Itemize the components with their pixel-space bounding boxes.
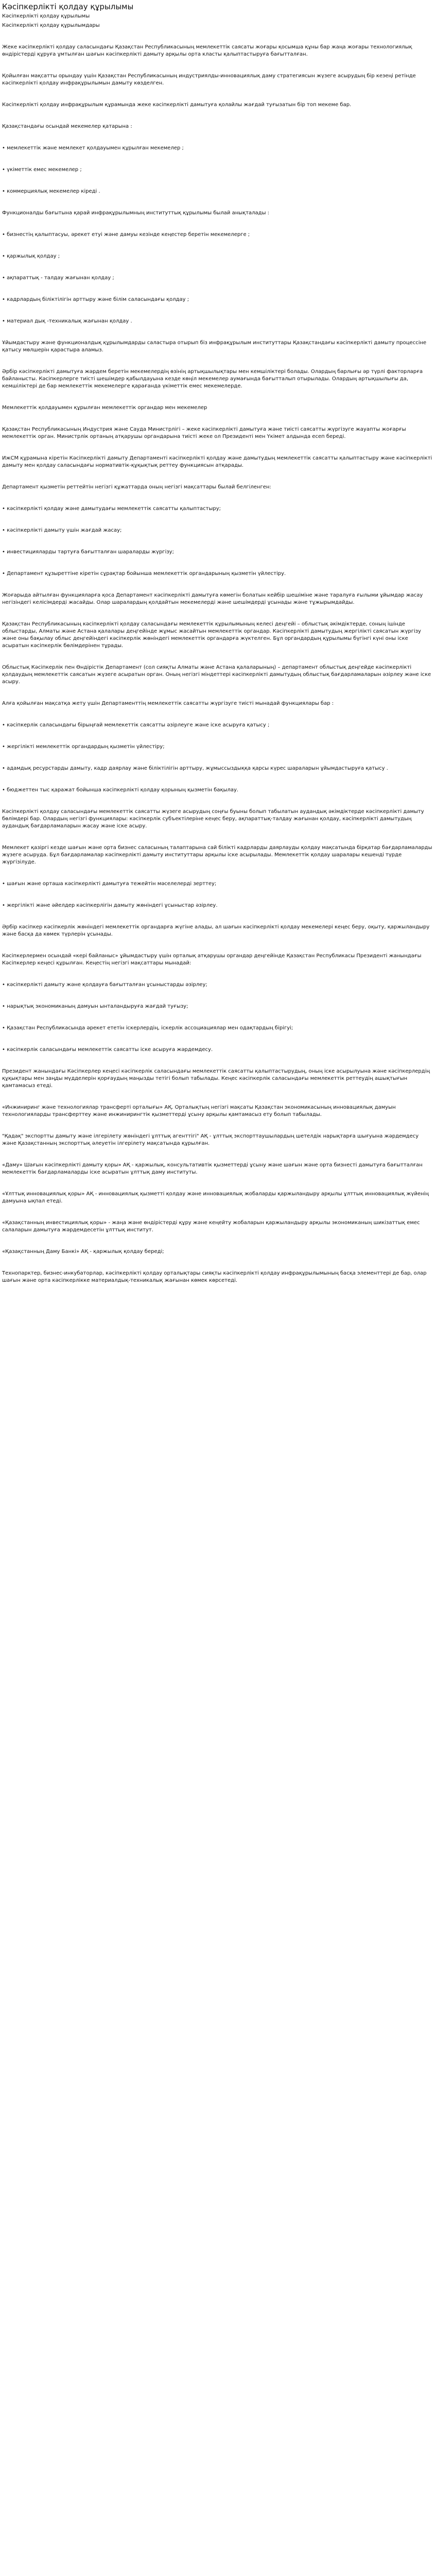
paragraph: • бюджеттен тыс қаражат бойынша кәсіпкерлікті қолдау қорының қызметін бақылау. [2,787,239,793]
paragraph: Президент жанындағы Кәсіпкерлер кеңесі кәсіпкерлік саласындағы мемлекеттік саясатты қалыптастырудың, оның іске асырылуына және кәсіпкерлердің құқықтары мен заңды мүдделерін қорғаудың маңызды тетігі болып табылады. Кеңес кәсіпкерлік саласындағы мемлекеттік реттеудің ашықтығын қамтамасыз етеді. [2,1069,430,1089]
paragraph: Облыстық Кәсіпкерлік пен Өндірістік Департамент (сол сияқты Алматы және Астана қалаларының) – департамент облыстық деңгейде кәсіпкерлікті қолдаудың мемлекеттік саясатын жүзеге асыратын орган. Оның негізгі міндеттері кәсіпкерлікті дамытудың облыстық бағдарламаларын әзірлеу және іске асыру. [2,665,431,685]
paragraph: "Қадақ" экспортты дамыту және ілгерілету жөніндегі ұлттық агенттігі" АҚ - ұлттық экспорттаушылардың шетелдік нарықтарға шығуына жәрдемдесу және Қазақстанның экспорттық әлеуетін ілгерілету мақсатында құрылған. [2,1133,419,1146]
paragraph: Кәсіпкерлікті қолдау құрылымдары [2,23,100,28]
paragraph: Мемлекеттік қолдауымен құрылған мемлекеттік органдар мен мекемелер [2,405,207,411]
paragraph: Мемлекет қазіргі кезде шағын және орта бизнес саласының талаптарына сай білікті кадрларды даярлауды қолдау мақсатында бірқатар бағдарламаларды жүзеге асыруда. Бұл бағдарламалар кәсіпкерлікті дамыту институттары арқылы іске асырылады. Мемлекеттік қолдау шаралары кешенді түрде жүргізілуде. [2,845,432,865]
paragraph: • материал дық -техникалық жағынан қолдау . [2,318,132,324]
paragraph: Алға қойылған мақсатқа жету үшін Департаменттің мемлекеттік саясатты жүргізуге тиісті мынадай функциялары бар : [2,701,334,706]
paragraph: • Қазақстан Республикасында әрекет ететін іскерлердің, іскерлік ассоциациялар мен одақтардың бірігуі; [2,1025,293,1031]
paragraph: • Департамент құзыреттіне кіретін сұрақтар бойынша мемлекеттік органдарының қызметін үйлестіру. [2,571,286,577]
paragraph: • нарықтық экономиканың дамуын ынталандыруға жағдай туғызу; [2,1004,188,1009]
paragraph: Жеке кәсіпкерлікті қолдау саласындағы Қазақстан Республикасының мемлекеттік саясаты жоғары қосымша құны бар жаңа жоғары технологиялық өндірістерді құруға ұмтылған шағын кәсіпкерлікті дамыту арқылы орта класты қалыптастыруға бағытталған. [2,44,412,57]
paragraph: «Инжиниринг және технологиялар трансферті орталығы» АҚ. Орталықтың негізгі мақсаты Қазақстан экономикасының инновациялық дамуын технологияларды трансферттеу және инжинирингтік қызметтерді ұсыну арқылы қамтамасыз ету болып табылады. [2,1105,396,1117]
page-subtitle: Кәсіпкерлікті қолдау құрылымы [2,13,90,19]
paragraph: Кәсіпкерлікті қолдау саласындағы мемлекеттік саясатты жүзеге асырудың соңғы буыны болып табылатын аудандық әкімдіктерде кәсіпкерлікті дамыту бөлімдері бар. Олардың негізгі функциялары: кәсіпкерлік субъектілеріне кеңес беру, ақпараттық-талдау жағынан қолдау, кәсіпкерлікті дамытудың аудандық бағдарламаларын жасау және іске асыру. [2,809,424,829]
document-body [2,22,434,1284]
paragraph: • қаржылық қолдау ; [2,253,60,259]
paragraph: • жергілікті мемлекеттік органдардың қызметін үйлестіру; [2,744,165,750]
paragraph: • инвестицияларды тартуға бағытталған шараларды жүргізу; [2,549,174,555]
paragraph: • адамдық ресурстарды дамыту, кадр даярлау және біліктілігін арттыру, жұмыссыздыққа қарсы күрес шараларын ұйымдастыруға қатысу . [2,766,388,771]
paragraph: Қазақстандағы осындай мекемелер қатарына : [2,124,132,129]
paragraph: ИжСМ құрамына кіретін Кәсіпкерлікті дамыту Департаменті кәсіпкерлікті қолдау және дамытудың мемлекеттік саясатты қалыптастыру және кәсіпкерлікті дамыту мен қолдау саласындағы нормативтік-құқықтық реттеу функциясын атқарады. [2,455,432,468]
paragraph: • кәсіпкерлік саласындағы мемлекеттік саясатты іске асыруға жәрдемдесу. [2,1047,213,1053]
paragraph: • үкіметтік емес мекемелер ; [2,167,82,173]
page-title: Кәсіпкерлікті қолдау құрылымы [2,2,134,11]
document-page [0,0,436,1284]
paragraph: • кәсіпкерлікті қолдау және дамытудағы мемлекеттік саясатты қалыптастыру; [2,506,221,512]
paragraph: • кәсіпкерлікті дамыту үшін жағдай жасау; [2,528,122,533]
paragraph: Ұйымдастыру және функционалдық құрылымдарды саластыра отырып біз инфрақұрылым институттары Қазақстандағы кәсіпкерлікті дамыту процессіне қатысу мөлшерін қарастыра аламыз. [2,340,427,353]
paragraph: • шағын және орташа кәсіпкерлікті дамытуға тежейтін мәселелерді зерттеу; [2,881,217,887]
paragraph: Функционалды бағытына қарай инфрақұрылымның институттық құрылымы былай анықталады : [2,210,270,216]
paragraph: Қазақстан Республикасының Индустрия және Сауда Министрлігі – жеке кәсіпкерлікті дамытуға және тиісті саясатты жүргізуге жауапты жоғарғы мемлекеттік орган. Министрлік ортаның атқарушы органдарына тиісті жеке ол Президенті мен Үкімет алдында есеп береді. [2,427,406,439]
paragraph: Әрбір кәсіпкер кәсіпкерлік жөніндегі мемлекеттік органдарға жүгіне алады, ал шағын кәсіпкерлікті қолдау мекемелері кеңес беру, оқыту, қаржыландыру және басқа да көмек түрлерін ұсынады. [2,924,430,937]
paragraph: • кәсіпкерлікті дамыту және қолдауға бағытталған ұсыныстарды әзірлеу; [2,982,207,988]
paragraph: • бизнестің қалыптасуы, әрекет етуі және дамуы кезінде кеңестер беретін мекемелерге ; [2,232,250,238]
paragraph: «Даму» Шағын кәсіпкерлікті дамыту қоры» АҚ - қаржылық, консультативтік қызметтерді ұсыну және шағын және орта бизнесті дамытуға бағытталған мемлекеттік бағдарламаларды іске асыратын ұлттық даму институты. [2,1162,423,1175]
paragraph: • ақпараттық - талдау жағынан қолдау ; [2,275,114,281]
paragraph: • кәсіпкерлік саласындағы бірыңғай мемлекеттік саясатты әзірлеуге және іске асыруға қатысу ; [2,722,270,728]
paragraph: • кадрлардың біліктілігін арттыру және білім саласындағы қолдау ; [2,297,189,302]
paragraph: «Қазақстанның инвестициялық қоры» - жаңа және өндірістерді құру және кеңейту жобаларын қаржыландыру арқылы экономиканың шикізаттық емес салаларын дамытуға жәрдемдесетін ұлттық институт. [2,1220,420,1233]
paragraph: • коммерциялық мекемелер кіреді . [2,189,100,194]
paragraph: Қазақстан Республикасының кәсіпкерлікті қолдау саласындағы мемлекеттік құрылымының келесі деңгейі – облыстық әкімдіктерде, соның ішінде облыстарды, Алматы және Астана қалалары деңгейінде жұмыс жасайтын мемлекеттік органдар. Кәсіпкерлікті дамытудың жергілікті саясатын жүргізу және оны бақылау облыс деңгейіндегі кәсіпкерлік жөніндегі мемлекеттік органдарға жүктелген. Бұл органдардың құрылымы бүгінгі күні оны іске асыратын кәсіпкерлік бөлімдерінен тұрады. [2,621,421,649]
paragraph: «Қазақстанның Даму Банкі» АҚ - қаржылық қолдау береді; [2,1249,164,1255]
paragraph: Департамент қызметін реттейтін негізгі құжаттарда оның негізгі мақсаттары былай белгіленген: [2,484,271,490]
paragraph: Жоғарыда айтылған функцияларға қоса Департамент кәсіпкерлікті дамытуға көмегін болатын кейбір шешіміне және таралуға ғылыми ұйымдар жасау негізіндегі келісімдерді жасайды. Олар шаралардың қолдайтын мекемелерді және шешімдерді ұсынады және тұжырымдайды. [2,592,423,605]
paragraph: «Ұлттық инновациялық қоры» АҚ - инновациялық қызметті қолдау және инновациялық жобаларды қаржыландыру арқылы ұлттық инновациялық жүйенің дамуына ықпал етеді. [2,1191,429,1204]
paragraph: • мемлекеттік және мемлекет қолдауымен құрылған мекемелер ; [2,145,184,151]
paragraph: Кәсіпкерлікті қолдау инфрақұрылым құрамында жеке кәсіпкерлікті дамытуға қолайлы жағдай туғызатын бір топ мекеме бар. [2,102,352,108]
paragraph: Технопарктер, бизнес-инкубаторлар, кәсіпкерлікті қолдау орталықтары сияқты кәсіпкерлікті қолдау инфрақұрылымының басқа элементтері де бар, олар шағын және орта кәсіпкерлікке материалдық-техникалық жағынан көмек көрсетеді. [2,1270,427,1283]
paragraph: Әрбір кәсіпкерлікті дамытуға жәрдем беретін мекемелердің өзінің артықшылықтары мен кемшіліктері болады. Олардың барлығы әр түрлі факторларға байланысты. Кәсіпкерлерге тиісті шешімдер қабылдауына кезде көңіл мекемелер аумағында бағытталып отырылады. Олардың артықшылығы да, кемшіліктері де бар мемлекеттік мекемелерге қарағанда үкіметтік емес мекемелерде. [2,369,423,389]
paragraph: • жергілікті және әйелдер кәсіпкерлігін дамыту жөніндегі ұсыныстар әзірлеу. [2,903,218,908]
paragraph: Кәсіпкерлермен осындай «кері байланыс» ұйымдастыру үшін орталық атқарушы органдар деңгейінде Қазақстан Республикасы Президенті жанындағы Кәсіпкерлер кеңесі құрылған. Кеңестің негізгі мақсаттары мынадай: [2,953,422,966]
paragraph: Қойылған мақсатты орындау үшін Қазақстан Республикасының индустриялды-инновациялық даму стратегиясын жүзеге асырудың бір кезеңі ретінде кәсіпкерлікті қолдау инфрақұрылымын дамыту көзделген. [2,73,416,86]
